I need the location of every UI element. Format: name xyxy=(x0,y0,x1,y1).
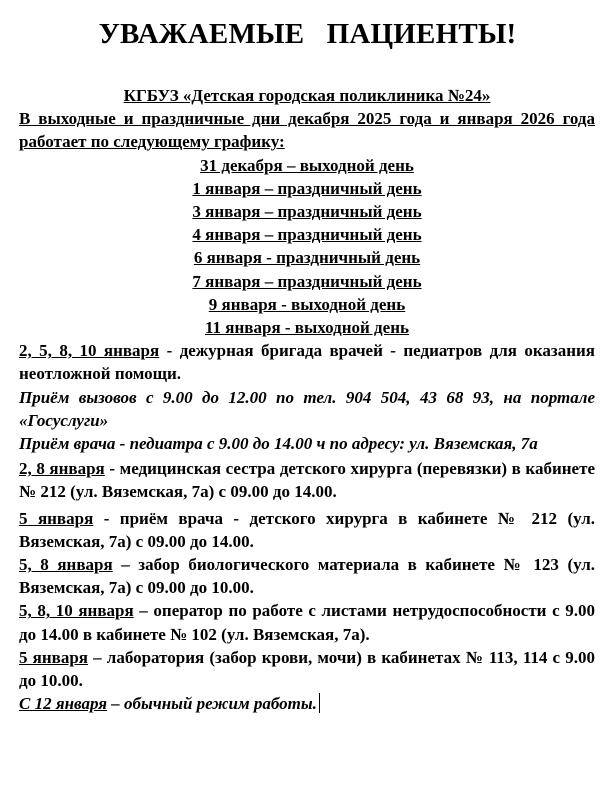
notice-body xyxy=(19,84,595,715)
biomaterial-paragraph xyxy=(19,553,595,599)
laboratory-date: 5 января xyxy=(19,647,88,667)
duty-team-paragraph xyxy=(19,339,595,385)
laboratory-text: – лаборатория (забор крови, мочи) в кабинетах № 113, 114 с 9.00 до 10.00. xyxy=(19,647,595,691)
normal-mode-text: – обычный режим работы. xyxy=(107,694,317,714)
schedule-item: 4 января – праздничный день xyxy=(192,225,422,245)
schedule-item: 11 января - выходной день xyxy=(205,318,409,338)
biomaterial-text: – забор биологического материала в кабинете № 123 (ул. Вяземская, 7а) с 09.00 до 10.00. xyxy=(19,555,596,598)
duty-team-dates: 2, 5, 8, 10 января xyxy=(19,341,160,361)
nurse-surgeon-paragraph xyxy=(19,457,595,503)
intro-text: В выходные и праздничные дни декабря 2025 года и января 2026 года работает по следующему графику: xyxy=(19,109,595,152)
laboratory-paragraph xyxy=(19,646,595,692)
sick-leave-dates: 5, 8, 10 января xyxy=(19,601,134,621)
surgeon-text: - приём врача - детского хирурга в кабинете № 212 (ул. Вяземская, 7а) с 09.00 до 14.00. xyxy=(19,508,595,551)
calls-paragraph: Приём вызовов с 9.00 до 12.00 по тел. 904 504, 43 68 93, на портале «Госуслуги» xyxy=(19,387,595,430)
schedule-item: 7 января – праздничный день xyxy=(192,271,422,291)
nurse-surgeon-dates: 2, 8 января xyxy=(19,459,105,479)
page-title: УВАЖАЕМЫЕ ПАЦИЕНТЫ! xyxy=(98,18,517,50)
surgeon-date: 5 января xyxy=(19,508,94,528)
nurse-surgeon-text: - медицинская сестра детского хирурга (перевязки) в кабинете № 212 (ул. Вяземская, 7а) с 09.00 до 14.00. xyxy=(19,459,595,502)
normal-mode-date: С 12 января xyxy=(19,694,108,714)
schedule-item: 9 января - выходной день xyxy=(208,294,406,314)
sick-leave-paragraph xyxy=(19,599,595,645)
schedule-item: 3 января – праздничный день xyxy=(192,202,422,222)
holiday-schedule xyxy=(19,154,595,340)
sick-leave-text: – оператор по работе с листами нетрудоспособности с 9.00 до 14.00 в кабинете № 102 (ул. Вяземская, 7а). xyxy=(19,601,595,644)
normal-mode-paragraph xyxy=(19,692,595,715)
schedule-item: 1 января – праздничный день xyxy=(192,178,422,198)
surgeon-paragraph xyxy=(19,507,595,553)
biomaterial-dates: 5, 8 января xyxy=(19,555,113,575)
pediatrician-paragraph: Приём врача - педиатра с 9.00 до 14.00 ч по адресу: ул. Вяземская, 7а xyxy=(19,434,538,454)
schedule-item: 31 декабря – выходной день xyxy=(200,155,414,175)
duty-team-text: - дежурная бригада врачей - педиатров для оказания неотложной помощи. xyxy=(19,341,596,384)
schedule-item: 6 января - праздничный день xyxy=(193,248,421,268)
organization-name: КГБУЗ «Детская городская поликлиника №24» xyxy=(123,86,491,105)
text-cursor xyxy=(319,693,320,713)
